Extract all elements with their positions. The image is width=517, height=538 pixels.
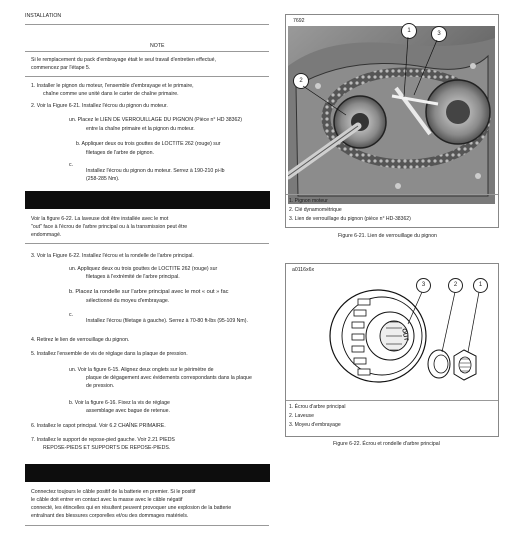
legend-item-2: 2. Clé dynamométrique (289, 207, 342, 213)
figure-6-22-caption: Figure 6-22. Écrou et rondelle d'arbre principal (333, 441, 440, 447)
warning-b-line-1: Connectez toujours le câble positif de la batterie en premier. Si le positif (31, 489, 196, 495)
callout-2: 2 (293, 73, 309, 89)
figure-6-21-frame (285, 14, 499, 228)
warning-banner-battery (25, 464, 270, 482)
warning-b-line-3: connecté, les étincelles qui en résultent peuvent provoquer une explosion de la batterie (31, 505, 232, 511)
header-rule (25, 24, 269, 25)
note-line-1: Si le remplacement du pack d'embrayage était le seul travail d'entretien effectué, (31, 57, 216, 63)
step-3b: b. Placez la rondelle sur l'arbre principal avec le mot « out » fac (69, 289, 229, 295)
step-5a: un. Voir la figure 6-15. Alignez deux onglets sur le périmètre de (69, 367, 214, 373)
step-2c: Installez l'écrou du pignon du moteur. Serrez à 190-210 pi-lb (86, 168, 225, 174)
callout-2: 2 (448, 278, 463, 293)
legend-rule (286, 194, 498, 195)
step-2b: b. Appliquer deux ou trois gouttes de LOCTITE 262 (rouge) sur (76, 141, 221, 147)
step-5b: b. Voir la figure 6-16. Fixez la vis de réglage (69, 400, 170, 406)
warning-a-line-1: Voir la figure 6-22. La laveuse doit être installée avec le mot (31, 216, 169, 222)
step-2c-label: c. (69, 162, 74, 168)
step-5: 5. Installez l'ensemble de vis de réglage dans la plaque de pression. (31, 351, 188, 357)
callout-leaders (286, 15, 498, 205)
step-1-cont: chaîne comme une unité dans le carter de chaîne primaire. (43, 91, 179, 97)
step-4: 4. Retirez le lien de verrouillage du pignon. (31, 337, 130, 343)
step-3c: Installez l'écrou (filetage à gauche). Serrez à 70-80 ft-lbs (95-109 Nm). (86, 318, 248, 324)
step-3b-cont: sélectionné du moyeu d'embrayage. (86, 298, 170, 304)
step-2b-cont: filetages de l'arbre de pignon. (86, 150, 154, 156)
figure-6-22-frame (285, 263, 499, 437)
legend-item-2: 2. Laveuse (289, 413, 314, 419)
step-7: 7. Installez le support de repose-pied gauche. Voir 2.21 PIEDS (31, 437, 175, 443)
figure-code: 7692 (293, 18, 305, 24)
out-stamp: OUT (400, 328, 409, 342)
callout-1: 1 (401, 23, 417, 39)
warning-b-line-4: entraînant des blessures corporelles et/ou des dommages matériels. (31, 513, 189, 519)
step-3a: un. Appliquez deux ou trois gouttes de LOCTITE 262 (rouge) sur (69, 266, 218, 272)
legend-item-3: 3. Lien de verrouillage du pignon (pièce n° HD-38362) (289, 216, 411, 222)
legend-item-3: 3. Moyeu d'embrayage (289, 422, 341, 428)
step-2: 2. Voir la Figure 6-21. Installez l'écrou du pignon du moteur. (31, 103, 168, 109)
step-2c-cont: (258-285 Nm). (86, 176, 120, 182)
step-3a-cont: filetages à l'extrémité de l'arbre principal. (86, 274, 180, 280)
callout-3: 3 (431, 26, 447, 42)
warning-b-line-2: le câble doit entrer en contact avec la masse avec le câble négatif (31, 497, 183, 503)
note-rule-top (25, 51, 269, 52)
step-2a-cont: entre la chaîne primaire et la pignon du moteur. (86, 126, 195, 132)
step-6: 6. Installez le capot principal. Voir 6.2 CHAÎNE PRIMAIRE. (31, 423, 166, 429)
note-title: NOTE (150, 43, 165, 49)
step-3c-label: c. (69, 312, 74, 318)
clutch-hub-drawing (286, 264, 498, 399)
note-rule-bottom (25, 76, 269, 77)
note-line-2: commencez par l'étape 5. (31, 65, 91, 71)
warning-a-line-3: endommagé. (31, 232, 62, 238)
section-title: INSTALLATION (25, 13, 62, 19)
legend-rule (286, 400, 498, 401)
figure-code: a0116x6x (292, 267, 315, 273)
step-5a-cont2: de pression. (86, 383, 115, 389)
step-1: 1. Installer le pignon du moteur, l'ensemble d'embrayage et le primaire, (31, 83, 194, 89)
legend-item-1: 1. Écrou d'arbre principal (289, 404, 346, 410)
step-3: 3. Voir la Figure 6-22. Installez l'écrou et la rondelle de l'arbre principal. (31, 253, 194, 259)
step-7-cont: REPOSE-PIEDS ET SUPPORTS DE REPOSE-PIEDS. (43, 445, 171, 451)
warning-a-line-2: "out" face à l'écrou de l'arbre principal ou à la transmission peut être (31, 224, 188, 230)
step-2a: un. Placez le LIEN DE VERROUILLAGE DU PIGNON (Pièce n° HD 38362) (69, 117, 243, 123)
figure-6-21-caption: Figure 6-21. Lien de verrouillage du pignon (338, 233, 437, 239)
warning-a-rule (25, 243, 269, 244)
step-5a-cont: plaque de dégagement avec évidements correspondants dans la plaque (86, 375, 252, 381)
callout-3: 3 (416, 278, 431, 293)
warning-banner (25, 191, 270, 209)
legend-item-1: 1. Pignon moteur (289, 198, 328, 204)
step-5b-cont: assemblage avec bague de retenue. (86, 408, 170, 414)
warning-b-rule (25, 525, 269, 526)
callout-1: 1 (473, 278, 488, 293)
